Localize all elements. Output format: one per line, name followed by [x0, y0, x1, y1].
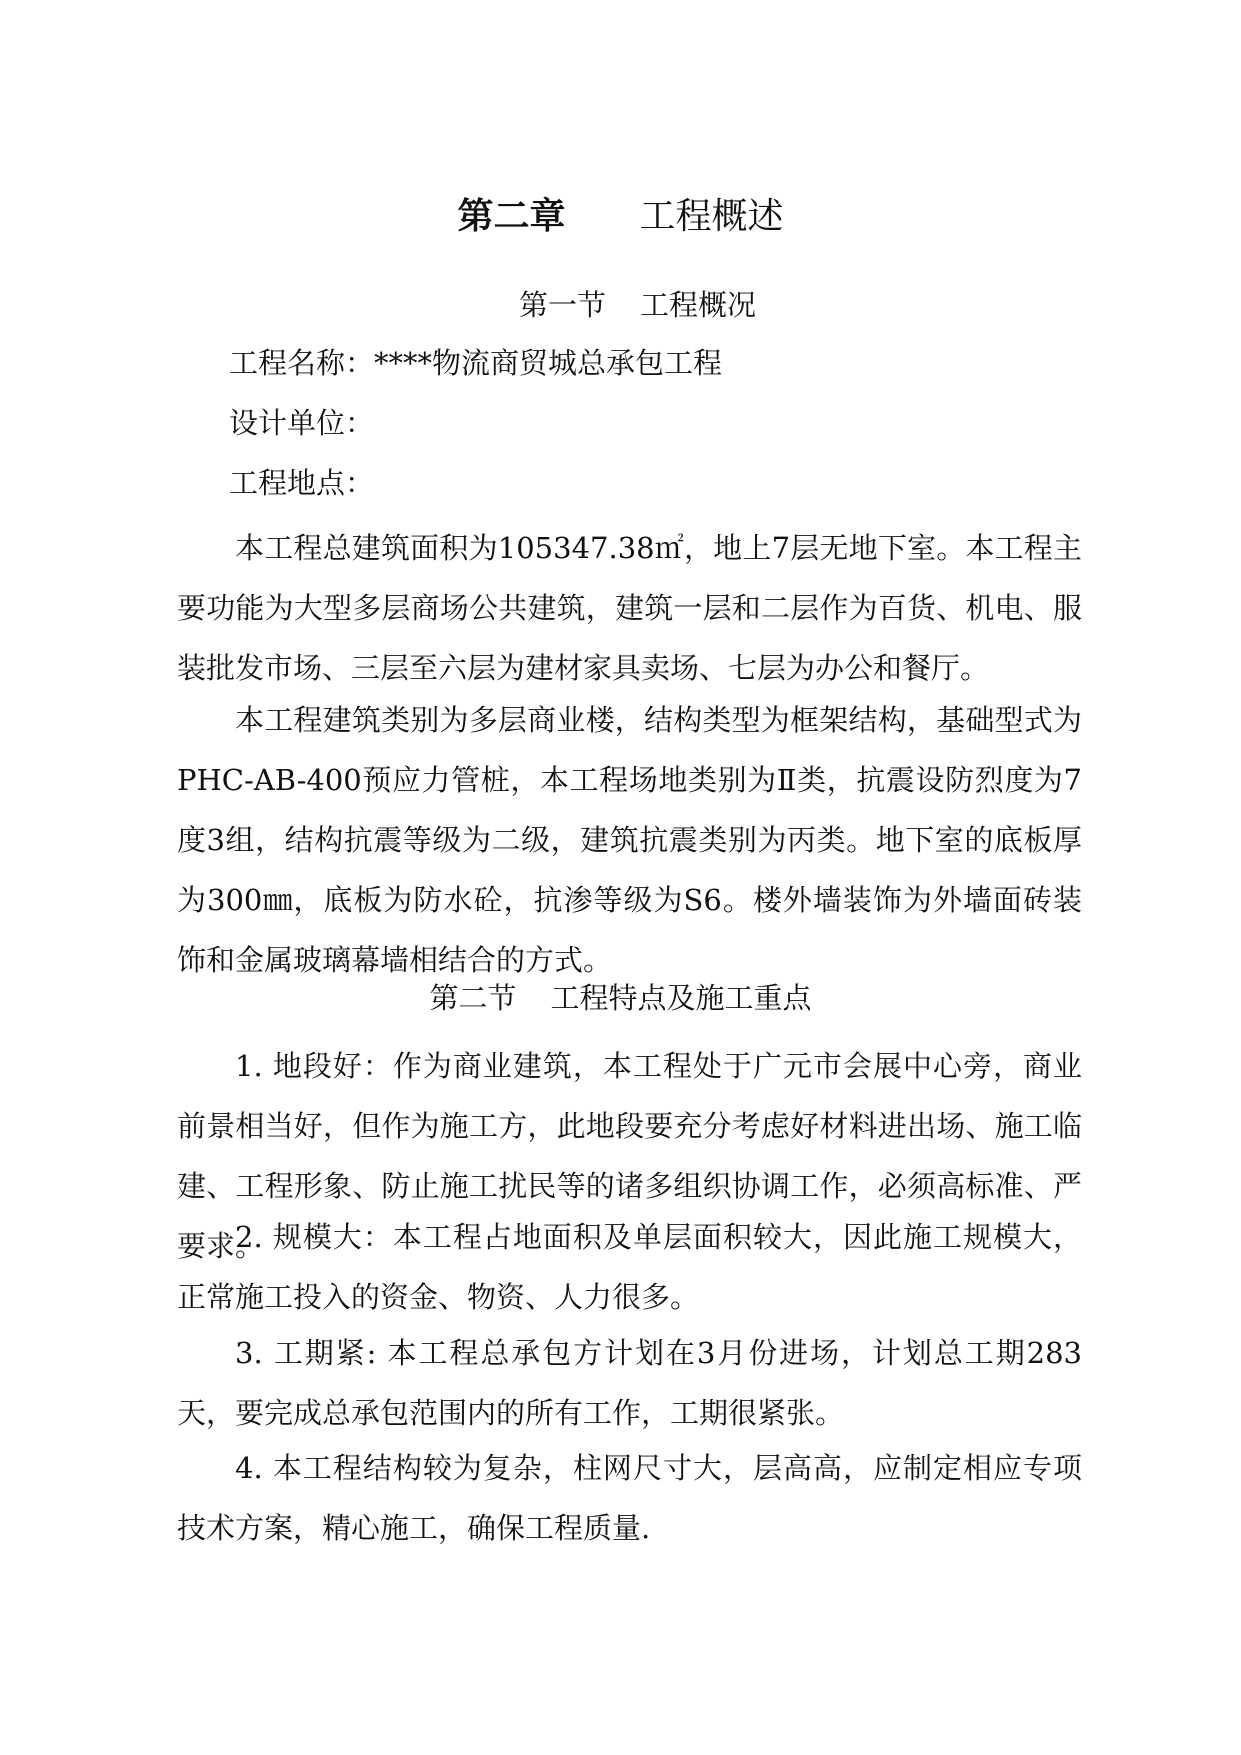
location-field: 工程地点： [229, 466, 375, 500]
point-2-paragraph: 2. 规模大：本工程占地面积及单层面积较大，因此施工规模大，正常施工投入的资金、物资、人力很多。 [177, 1220, 1082, 1314]
section-1-title [0, 285, 1241, 325]
project-name-field: 工程名称：****物流商贸城总承包工程 [229, 346, 723, 380]
overview-paragraph-2: 本工程建筑类别为多层商业楼，结构类型为框架结构，基础型式为PHC-AB-400预应力管桩，本工程场地类别为Ⅱ类，抗震设防烈度为7度3组，结构抗震等级为二级，建筑抗震类别为丙类。地下室的底板厚为300㎜，底板为防水砼，抗渗等级为S6。楼外墙装饰为外墙面砖装饰和金属玻璃幕墙相结合的方式。 [177, 703, 1082, 977]
point-1-paragraph: 1. 地段好：作为商业建筑，本工程处于广元市会展中心旁，商业前景相当好，但作为施工方，此地段要充分考虑好材料进出场、施工临建、工程形象、防止施工扰民等的诸多组织协调工作，必须高标准、严要求。 [177, 1049, 1082, 1263]
point-4-paragraph: 4. 本工程结构较为复杂，柱网尺寸大，层高高，应制定相应专项技术方案，精心施工，确保工程质量. [177, 1451, 1082, 1545]
chapter-title [0, 192, 1241, 241]
overview-paragraph-1: 本工程总建筑面积为105347.38㎡，地上7层无地下室。本工程主要功能为大型多层商场公共建筑，建筑一层和二层作为百货、机电、服装批发市场、三层至六层为建材家具卖场、七层为办公和餐厅。 [177, 531, 1082, 685]
design-unit-field: 设计单位： [229, 406, 375, 440]
section-2-number: 第二节 [429, 981, 517, 1015]
section-2-title [0, 978, 1241, 1018]
chapter-name: 工程概述 [639, 196, 784, 237]
point-3-paragraph: 3. 工期紧: 本工程总承包方计划在3月份进场，计划总工期283天，要完成总承包范围内的所有工作，工期很紧张。 [177, 1336, 1082, 1430]
section-2-name: 工程特点及施工重点 [550, 981, 812, 1015]
chapter-number: 第二章 [457, 195, 566, 237]
section-1-number: 第一节 [518, 288, 606, 322]
section-1-name: 工程概况 [640, 288, 757, 322]
